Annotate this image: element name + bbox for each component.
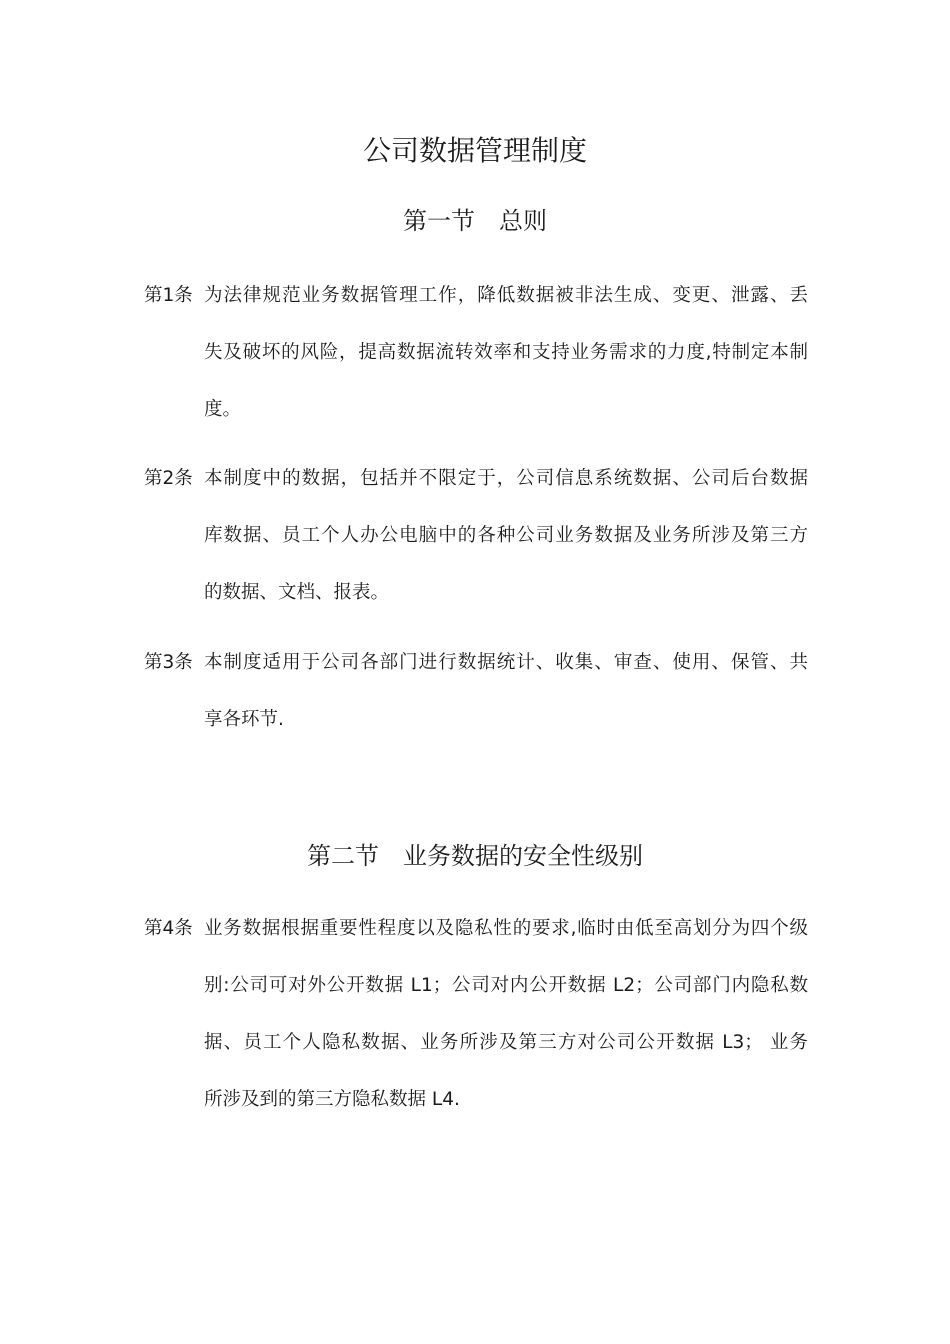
section-heading-1: 第一节 总则 bbox=[403, 207, 547, 235]
article-number: 第1条 bbox=[144, 285, 193, 306]
article-line: 业务数据根据重要性程度以及隐私性的要求,临时由低至高划分为四个级 bbox=[204, 918, 808, 939]
article-line: 失及破坏的风险，提高数据流转效率和支持业务需求的力度,特制定本制 bbox=[204, 342, 808, 363]
document-title: 公司数据管理制度 bbox=[362, 134, 587, 167]
article-line: 享各环节. bbox=[204, 709, 284, 730]
article-line: 所涉及到的第三方隐私数据 L4. bbox=[204, 1089, 460, 1110]
article-number: 第2条 bbox=[144, 468, 193, 489]
article-line: 的数据、文档、报表。 bbox=[204, 582, 390, 603]
article-line: 据、员工个人隐私数据、业务所涉及第三方对公司公开数据 L3； 业务 bbox=[204, 1032, 808, 1053]
article-line: 度。 bbox=[204, 399, 242, 420]
article-line: 别:公司可对外公开数据 L1；公司对内公开数据 L2；公司部门内隐私数 bbox=[204, 975, 808, 996]
article-line: 为法律规范业务数据管理工作，降低数据被非法生成、变更、泄露、丢 bbox=[204, 285, 808, 306]
article-number: 第4条 bbox=[144, 918, 193, 939]
section-heading-2: 第二节 业务数据的安全性级别 bbox=[307, 842, 643, 870]
article-number: 第3条 bbox=[144, 652, 193, 673]
article-line: 本制度适用于公司各部门进行数据统计、收集、审查、使用、保管、共 bbox=[204, 652, 808, 673]
article-line: 本制度中的数据，包括并不限定于，公司信息系统数据、公司后台数据 bbox=[204, 468, 808, 489]
article-line: 库数据、员工个人办公电脑中的各种公司业务数据及业务所涉及第三方 bbox=[204, 525, 808, 546]
